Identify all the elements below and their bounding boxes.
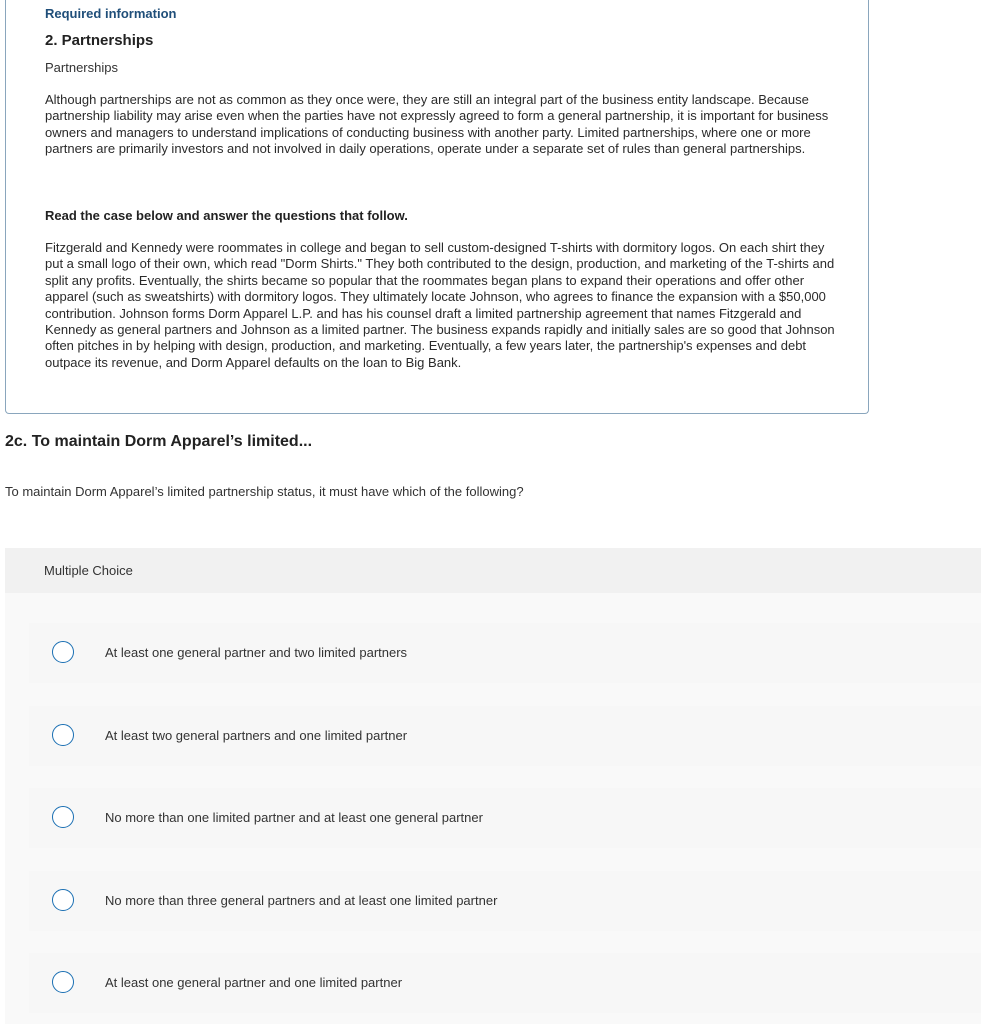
required-information-label: Required information (45, 6, 177, 21)
case-paragraph: Fitzgerald and Kennedy were roommates in college and began to sell custom-designed T-shirts with dormitory logos. On each shirt they put a small logo of their own, which read "Dorm Shirts." They both contributed to the design, production, and marketing of the T-shirts and split any profits. Eventually, the shirts became so popular that the roommates began plans to expand their operations and offer other apparel (such as sweatshirts) with dormitory logos. They ultimately locate Johnson, who agrees to finance the expansion with a $50,000 contribution. Johnson forms Dorm Apparel L.P. and has his counsel draft a limited partnership agreement that names Fitzgerald and Kennedy as general partners and Johnson as a limited partner. The business expands rapidly and initially sales are so good that Johnson often pitches in by helping with design, production, and marketing. Eventually, a few years later, the partnership's expenses and debt outpace its revenue, and Dorm Apparel defaults on the loan to Big Bank. (45, 240, 835, 370)
answer-option[interactable] (29, 706, 981, 766)
section-subtitle: Partnerships (45, 60, 118, 75)
multiple-choice-label: Multiple Choice (44, 563, 133, 578)
read-case-instruction: Read the case below and answer the questions that follow. (45, 208, 408, 223)
radio-button[interactable] (52, 889, 74, 911)
answer-option-text[interactable]: At least two general partners and one limited partner (105, 728, 408, 743)
answer-option[interactable] (29, 953, 981, 1013)
answer-option-text[interactable]: At least one general partner and two limited partners (105, 645, 408, 660)
radio-button[interactable] (52, 724, 74, 746)
section-title: 2. Partnerships (45, 32, 154, 49)
answer-option-text[interactable]: At least one general partner and one limited partner (105, 975, 403, 990)
answer-option-text[interactable]: No more than three general partners and at least one limited partner (105, 893, 498, 908)
radio-button[interactable] (52, 806, 74, 828)
radio-button[interactable] (52, 971, 74, 993)
answer-option-text[interactable]: No more than one limited partner and at least one general partner (105, 810, 483, 825)
question-title: 2c. To maintain Dorm Apparel’s limited... (5, 433, 313, 450)
multiple-choice-header (5, 548, 981, 593)
radio-button[interactable] (52, 641, 74, 663)
answer-option[interactable] (29, 623, 981, 683)
answer-option[interactable] (29, 788, 981, 848)
question-text: To maintain Dorm Apparel’s limited partnership status, it must have which of the following? (5, 484, 524, 499)
required-information-panel (5, 0, 869, 414)
answer-option[interactable] (29, 871, 981, 931)
intro-paragraph: Although partnerships are not as common as they once were, they are still an integral part of the business entity landscape. Because partnership liability may arise even when the parties have not expressly agreed to form a general partnership, it is important for business owners and managers to understand implications of conducting business with another party. Limited partnerships, where one or more partners are primarily investors and not involved in daily operations, operate under a separate set of rules than general partnerships. (45, 92, 829, 157)
multiple-choice-container (5, 548, 981, 1024)
